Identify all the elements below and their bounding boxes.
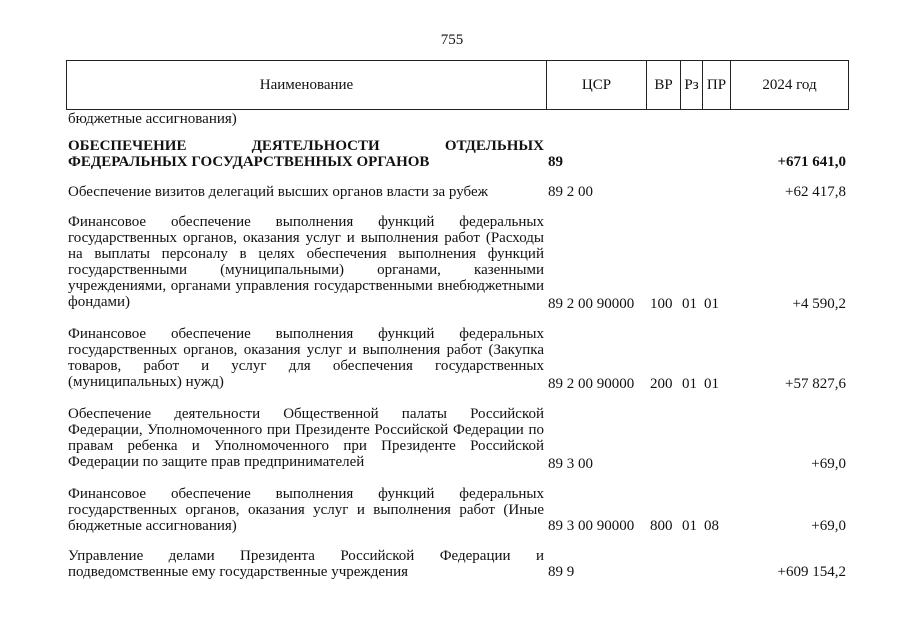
table-header (66, 60, 849, 110)
row-value: +69,0 (811, 518, 846, 534)
row-csr: 89 3 00 90000 (548, 518, 635, 534)
row-csr: 89 9 (548, 564, 575, 580)
row-csr: 89 2 00 (548, 184, 593, 200)
row-value: +4 590,2 (792, 296, 846, 312)
row-value: +609 154,2 (777, 564, 846, 580)
row-pr: 01 (704, 296, 719, 312)
row-csr: 89 (548, 154, 563, 170)
row-name: Финансовое обеспечение выполнения функций федеральных государственных органов, оказания услуг и выполнения работ (Иные бюджетные ассигнования) (68, 486, 544, 534)
row-vr: 800 (650, 518, 673, 534)
row-value: +62 417,8 (785, 184, 846, 200)
row-name: ОБЕСПЕЧЕНИЕ ДЕЯТЕЛЬНОСТИ ОТДЕЛЬНЫХ ФЕДЕРАЛЬНЫХ ГОСУДАРСТВЕННЫХ ОРГАНОВ (68, 138, 544, 170)
row-rz: 01 (682, 296, 697, 312)
row-name: Финансовое обеспечение выполнения функций федеральных государственных органов, оказания услуг и выполнения работ (Закупка товаров, работ и услуг для обеспечения государственных (муниципальных) нужд) (68, 326, 544, 390)
row-name: бюджетные ассигнования) (68, 111, 237, 127)
row-csr: 89 2 00 90000 (548, 376, 635, 392)
row-pr: 01 (704, 376, 719, 392)
header-year: 2024 год (762, 76, 817, 93)
row-name: Управление делами Президента Российской Федерации и подведомственные ему государственные учреждения (68, 548, 544, 580)
row-rz: 01 (682, 376, 697, 392)
header-pr: ПР (703, 61, 731, 109)
header-rz: Рз (681, 61, 703, 109)
row-vr: 100 (650, 296, 673, 312)
row-name: Обеспечение деятельности Общественной палаты Российской Федерации, Уполномоченного при Президенте Российской Федерации по правам ребенка и Уполномоченного при Президенте Российской Федерации по защите прав предпринимателей (68, 406, 544, 470)
row-csr: 89 2 00 90000 (548, 296, 635, 312)
page-number: 755 (440, 32, 464, 48)
header-vr: ВР (647, 61, 681, 109)
row-pr: 08 (704, 518, 719, 534)
row-vr: 200 (650, 376, 673, 392)
row-value: +69,0 (811, 456, 846, 472)
header-name: Наименование (67, 61, 547, 109)
row-csr: 89 3 00 (548, 456, 593, 472)
row-value: +57 827,6 (785, 376, 846, 392)
row-value: +671 641,0 (777, 154, 846, 170)
row-rz: 01 (682, 518, 697, 534)
header-csr: ЦСР (547, 61, 647, 109)
row-name: Обеспечение визитов делегаций высших органов власти за рубеж (68, 184, 488, 200)
row-name: Финансовое обеспечение выполнения функций федеральных государственных органов, оказания услуг и выполнения работ (Расходы на выплаты персоналу в целях обеспечения выполнения функций государственными (муниципальными) органами, казенными учреждениями, органами управления государственными внебюджетными фондами) (68, 214, 544, 310)
